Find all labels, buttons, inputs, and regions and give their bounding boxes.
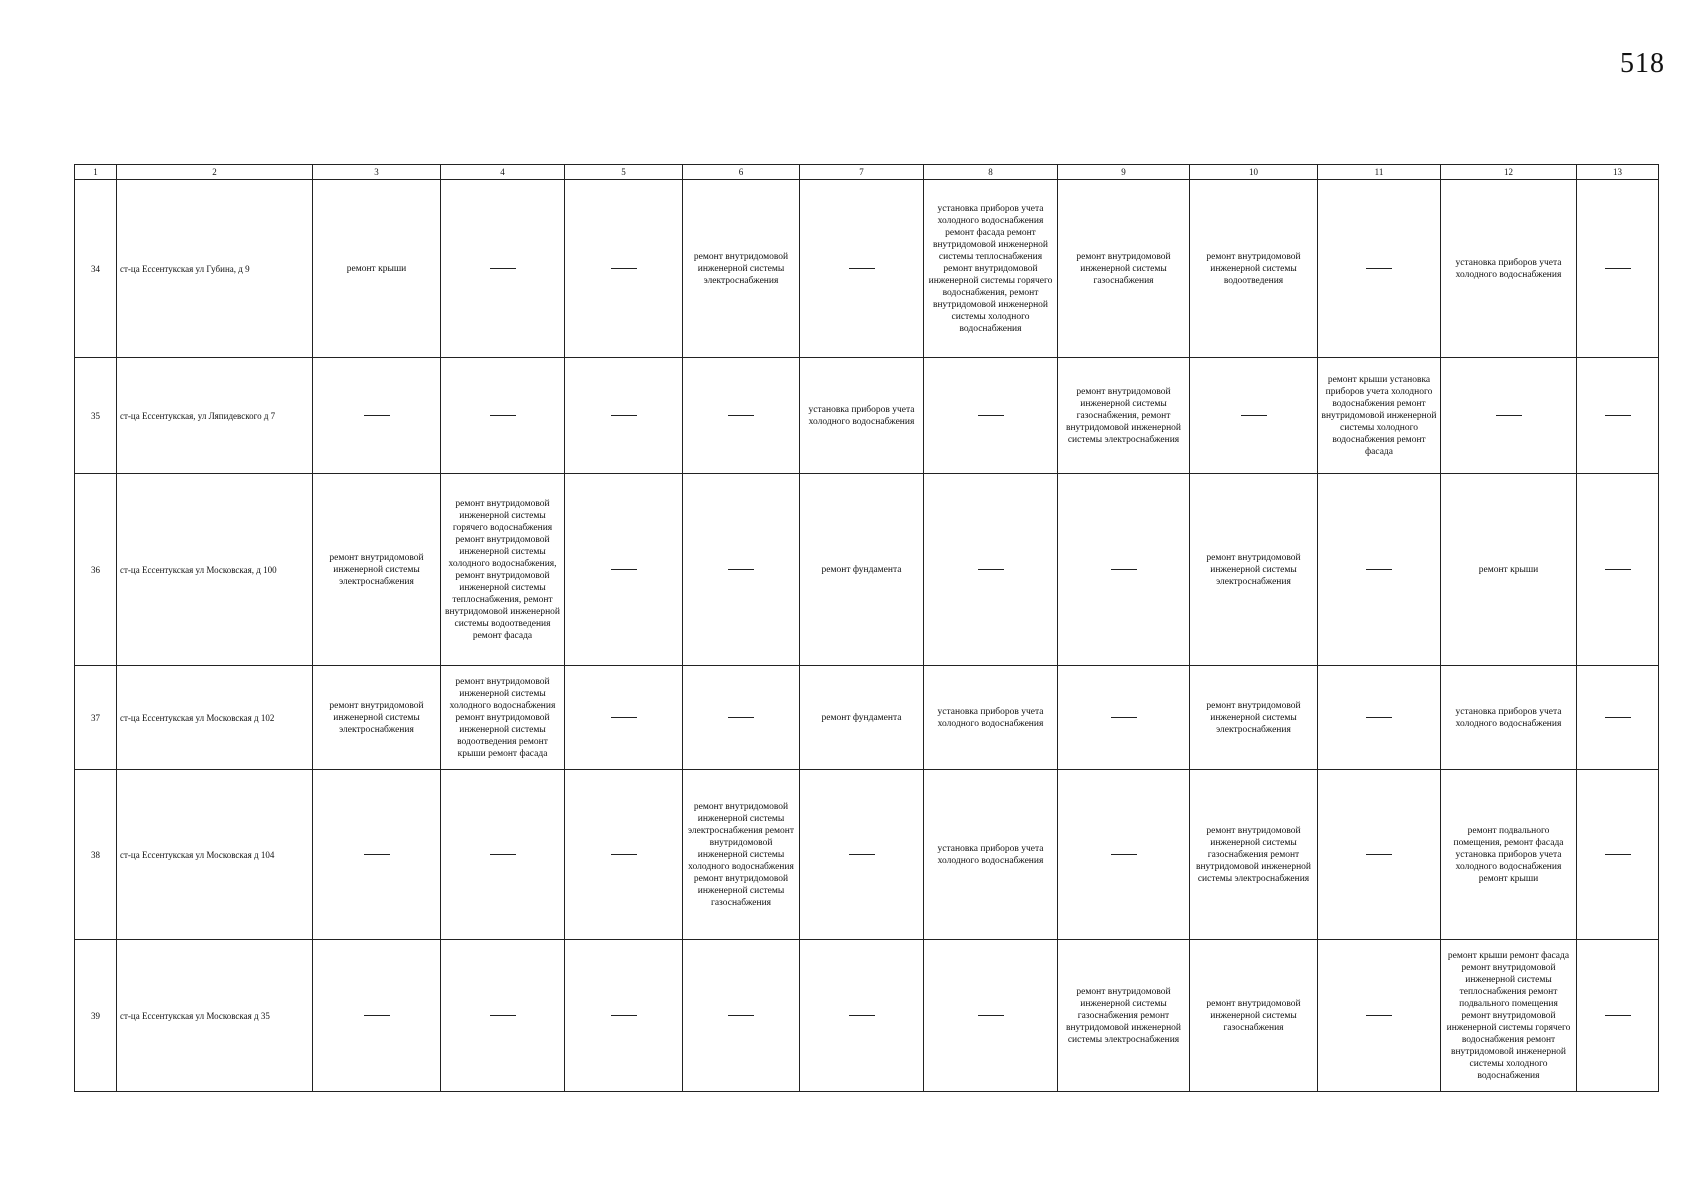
- dash-mark: [1605, 1015, 1631, 1016]
- dash-mark: [1496, 415, 1522, 416]
- dash-mark: [1366, 1015, 1392, 1016]
- work-cell: ремонт внутридомовой инженерной системы газоснабжения ремонт внутридомовой инженерной системы электроснабжения: [1190, 770, 1318, 940]
- work-cell: ремонт внутридомовой инженерной системы газоснабжения ремонт внутридомовой инженерной системы электроснабжения: [1058, 940, 1190, 1092]
- dash-mark: [1605, 268, 1631, 269]
- dash-mark: [978, 415, 1004, 416]
- dash-mark: [1366, 569, 1392, 570]
- empty-cell: [800, 770, 924, 940]
- empty-cell: [1318, 770, 1441, 940]
- empty-cell: [565, 666, 683, 770]
- row-number-cell: 35: [75, 358, 117, 474]
- work-cell: ремонт внутридомовой инженерной системы горячего водоснабжения ремонт внутридомовой инженерной системы холодного водоснабжения, ремонт внутридомовой инженерной системы теплоснабжения, ремонт внутридомовой инженерной системы водоотведения ремонт фасада: [441, 474, 565, 666]
- empty-cell: [313, 358, 441, 474]
- empty-cell: [924, 474, 1058, 666]
- empty-cell: [565, 474, 683, 666]
- empty-cell: [1318, 180, 1441, 358]
- work-cell: ремонт крыши: [313, 180, 441, 358]
- dash-mark: [728, 569, 754, 570]
- row-number-cell: 36: [75, 474, 117, 666]
- dash-mark: [1366, 717, 1392, 718]
- address-cell: ст-ца Ессентукская ул Московская, д 100: [117, 474, 313, 666]
- work-cell: ремонт крыши: [1441, 474, 1577, 666]
- work-cell: установка приборов учета холодного водоснабжения ремонт фасада ремонт внутридомовой инженерной системы теплоснабжения ремонт внутридомовой инженерной системы горячего водоснабжения, ремонт внутридомовой инженерной системы холодного водоснабжения: [924, 180, 1058, 358]
- dash-mark: [728, 1015, 754, 1016]
- empty-cell: [1577, 666, 1659, 770]
- work-cell: ремонт внутридомовой инженерной системы электроснабжения: [683, 180, 800, 358]
- work-cell: установка приборов учета холодного водоснабжения: [1441, 180, 1577, 358]
- work-cell: ремонт внутридомовой инженерной системы газоснабжения: [1190, 940, 1318, 1092]
- dash-mark: [364, 1015, 390, 1016]
- empty-cell: [1058, 666, 1190, 770]
- work-cell: ремонт внутридомовой инженерной системы холодного водоснабжения ремонт внутридомовой инженерной системы водоотведения ремонт крыши ремонт фасада: [441, 666, 565, 770]
- work-cell: ремонт подвального помещения, ремонт фасада установка приборов учета холодного водоснабжения ремонт крыши: [1441, 770, 1577, 940]
- empty-cell: [683, 940, 800, 1092]
- work-cell: ремонт внутридомовой инженерной системы газоснабжения: [1058, 180, 1190, 358]
- dash-mark: [364, 415, 390, 416]
- dash-mark: [728, 415, 754, 416]
- header-cell: 2: [117, 165, 313, 180]
- header-cell: 8: [924, 165, 1058, 180]
- address-cell: ст-ца Ессентукская ул Московская д 35: [117, 940, 313, 1092]
- dash-mark: [490, 854, 516, 855]
- work-cell: ремонт фундамента: [800, 666, 924, 770]
- dash-mark: [490, 268, 516, 269]
- empty-cell: [313, 940, 441, 1092]
- table-row: [75, 940, 1659, 1092]
- address-cell: ст-ца Ессентукская ул Московская д 104: [117, 770, 313, 940]
- header-cell: 10: [1190, 165, 1318, 180]
- empty-cell: [565, 180, 683, 358]
- empty-cell: [1058, 474, 1190, 666]
- empty-cell: [1577, 474, 1659, 666]
- empty-cell: [800, 940, 924, 1092]
- dash-mark: [1605, 717, 1631, 718]
- row-number-cell: 39: [75, 940, 117, 1092]
- empty-cell: [800, 180, 924, 358]
- dash-mark: [611, 268, 637, 269]
- dash-mark: [849, 268, 875, 269]
- dash-mark: [1605, 569, 1631, 570]
- dash-mark: [1111, 717, 1137, 718]
- header-cell: 12: [1441, 165, 1577, 180]
- header-cell: 3: [313, 165, 441, 180]
- table-row: [75, 770, 1659, 940]
- empty-cell: [924, 358, 1058, 474]
- empty-cell: [565, 940, 683, 1092]
- dash-mark: [1366, 268, 1392, 269]
- dash-mark: [728, 717, 754, 718]
- header-cell: 5: [565, 165, 683, 180]
- empty-cell: [1577, 358, 1659, 474]
- header-cell: 7: [800, 165, 924, 180]
- work-cell: ремонт фундамента: [800, 474, 924, 666]
- empty-cell: [441, 940, 565, 1092]
- work-cell: установка приборов учета холодного водоснабжения: [924, 770, 1058, 940]
- dash-mark: [1366, 854, 1392, 855]
- work-cell: ремонт крыши ремонт фасада ремонт внутридомовой инженерной системы теплоснабжения ремонт подвального помещения ремонт внутридомовой инженерной системы горячего водоснабжения ремонт внутридомовой инженерной системы холодного водоснабжения: [1441, 940, 1577, 1092]
- dash-mark: [611, 717, 637, 718]
- header-cell: 6: [683, 165, 800, 180]
- work-cell: ремонт внутридомовой инженерной системы электроснабжения: [313, 474, 441, 666]
- address-cell: ст-ца Ессентукская ул Московская д 102: [117, 666, 313, 770]
- empty-cell: [441, 358, 565, 474]
- table-row: [75, 474, 1659, 666]
- empty-cell: [313, 770, 441, 940]
- empty-cell: [1318, 940, 1441, 1092]
- empty-cell: [441, 770, 565, 940]
- empty-cell: [441, 180, 565, 358]
- header-cell: 1: [75, 165, 117, 180]
- empty-cell: [1318, 666, 1441, 770]
- empty-cell: [565, 770, 683, 940]
- work-cell: ремонт внутридомовой инженерной системы водоотведения: [1190, 180, 1318, 358]
- header-cell: 11: [1318, 165, 1441, 180]
- table-row: [75, 358, 1659, 474]
- dash-mark: [849, 854, 875, 855]
- row-number-cell: 38: [75, 770, 117, 940]
- page-number: 518: [1620, 48, 1665, 79]
- dash-mark: [1111, 569, 1137, 570]
- empty-cell: [1441, 358, 1577, 474]
- repair-schedule-table: [74, 164, 1659, 1092]
- dash-mark: [1605, 854, 1631, 855]
- dash-mark: [611, 1015, 637, 1016]
- row-number-cell: 37: [75, 666, 117, 770]
- empty-cell: [924, 940, 1058, 1092]
- dash-mark: [611, 854, 637, 855]
- header-cell: 4: [441, 165, 565, 180]
- header-row: [75, 165, 1659, 180]
- work-cell: ремонт внутридомовой инженерной системы электроснабжения: [313, 666, 441, 770]
- empty-cell: [683, 474, 800, 666]
- header-cell: 9: [1058, 165, 1190, 180]
- empty-cell: [1318, 474, 1441, 666]
- dash-mark: [978, 1015, 1004, 1016]
- dash-mark: [490, 415, 516, 416]
- empty-cell: [1577, 770, 1659, 940]
- empty-cell: [1190, 358, 1318, 474]
- dash-mark: [364, 854, 390, 855]
- work-cell: ремонт внутридомовой инженерной системы электроснабжения ремонт внутридомовой инженерной системы холодного водоснабжения ремонт внутридомовой инженерной системы газоснабжения: [683, 770, 800, 940]
- work-cell: ремонт внутридомовой инженерной системы электроснабжения: [1190, 666, 1318, 770]
- dash-mark: [978, 569, 1004, 570]
- dash-mark: [1111, 854, 1137, 855]
- work-cell: установка приборов учета холодного водоснабжения: [924, 666, 1058, 770]
- address-cell: ст-ца Ессентукская, ул Ляпидевского д 7: [117, 358, 313, 474]
- work-cell: ремонт внутридомовой инженерной системы газоснабжения, ремонт внутридомовой инженерной системы электроснабжения: [1058, 358, 1190, 474]
- empty-cell: [1577, 940, 1659, 1092]
- dash-mark: [1605, 415, 1631, 416]
- dash-mark: [849, 1015, 875, 1016]
- row-number-cell: 34: [75, 180, 117, 358]
- empty-cell: [565, 358, 683, 474]
- dash-mark: [611, 569, 637, 570]
- header-cell: 13: [1577, 165, 1659, 180]
- dash-mark: [611, 415, 637, 416]
- empty-cell: [683, 666, 800, 770]
- empty-cell: [683, 358, 800, 474]
- dash-mark: [1241, 415, 1267, 416]
- address-cell: ст-ца Ессентукская ул Губина, д 9: [117, 180, 313, 358]
- table-row: [75, 180, 1659, 358]
- empty-cell: [1058, 770, 1190, 940]
- work-cell: ремонт крыши установка приборов учета холодного водоснабжения ремонт внутридомовой инженерной системы холодного водоснабжения ремонт фасада: [1318, 358, 1441, 474]
- work-cell: ремонт внутридомовой инженерной системы электроснабжения: [1190, 474, 1318, 666]
- dash-mark: [490, 1015, 516, 1016]
- work-cell: установка приборов учета холодного водоснабжения: [800, 358, 924, 474]
- empty-cell: [1577, 180, 1659, 358]
- table-row: [75, 666, 1659, 770]
- work-cell: установка приборов учета холодного водоснабжения: [1441, 666, 1577, 770]
